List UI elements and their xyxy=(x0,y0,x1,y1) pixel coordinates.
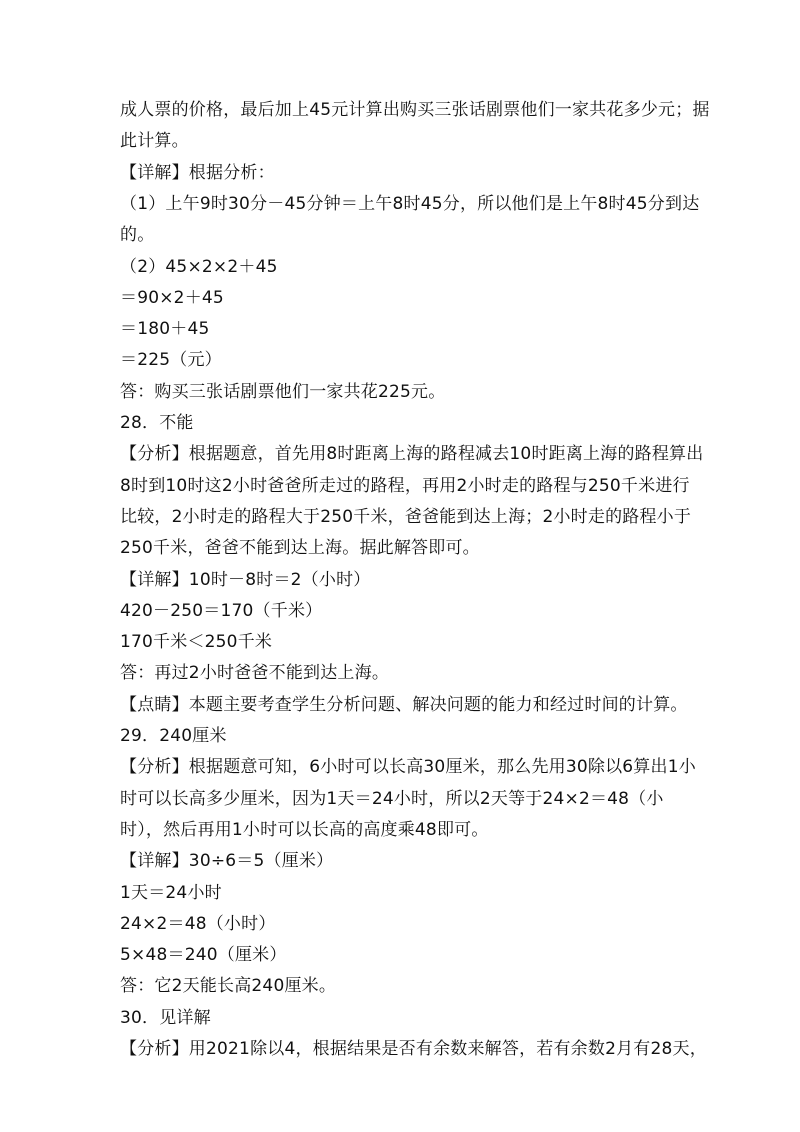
text-line: 【分析】用2021除以4，根据结果是否有余数来解答，若有余数2月有28天， xyxy=(120,1039,707,1059)
text-line: 此计算。 xyxy=(120,131,189,152)
text-line: 成人票的价格，最后加上45元计算出购买三张话剧票他们一家共花多少元；据 xyxy=(120,100,710,120)
text-line: 28．不能 xyxy=(120,413,194,433)
text-line: 24×2＝48（小时） xyxy=(120,913,276,934)
text-line: ＝90×2＋45 xyxy=(120,287,224,308)
text-line: 170千米＜250千米 xyxy=(120,632,273,653)
text-line: ＝180＋45 xyxy=(120,319,210,340)
text-line: 29．240厘米 xyxy=(120,726,227,746)
text-line: 8时到10时这2小时爸爸所走过的路程，再用2小时走的路程与250千米进行 xyxy=(120,475,690,496)
text-line: 的。 xyxy=(120,225,155,246)
text-line: 420－250＝170（千米） xyxy=(120,600,323,621)
text-line: 30．见详解 xyxy=(120,1007,211,1028)
text-line: 答：它2天能长高240厘米。 xyxy=(120,976,337,997)
text-line: （2）45×2×2＋45 xyxy=(120,256,278,277)
text-line: 【详解】根据分析： xyxy=(120,162,275,183)
text-line: 时），然后再用1小时可以长高的高度乘48即可。 xyxy=(120,819,489,840)
text-line: 答：再过2小时爸爸不能到达上海。 xyxy=(120,663,390,684)
text-line: 1天＝24小时 xyxy=(120,882,222,903)
text-line: 【分析】根据题意可知，6小时可以长高30厘米，那么先用30除以6算出1小 xyxy=(120,757,696,778)
text-line: 时可以长高多少厘米，因为1天＝24小时，所以2天等于24×2＝48（小 xyxy=(120,788,664,809)
text-line: 答：购买三张话剧票他们一家共花225元。 xyxy=(120,381,446,402)
text-line: 【详解】10时－8时＝2（小时） xyxy=(120,569,371,590)
text-line: 【分析】根据题意，首先用8时距离上海的路程减去10时距离上海的路程算出 xyxy=(120,444,704,465)
text-line: 【详解】30÷6＝5（厘米） xyxy=(120,851,334,872)
text-line: 比较，2小时走的路程大于250千米，爸爸能到达上海；2小时走的路程小于 xyxy=(120,506,692,527)
text-line: ＝225（元） xyxy=(120,350,222,371)
text-line: 5×48＝240（厘米） xyxy=(120,945,287,966)
text-line: 【点睛】本题主要考查学生分析问题、解决问题的能力和经过时间的计算。 xyxy=(120,694,688,715)
text-line: （1）上午9时30分－45分钟＝上午8时45分，所以他们是上午8时45分到达 xyxy=(120,193,700,214)
text-line: 250千米，爸爸不能到达上海。据此解答即可。 xyxy=(120,538,480,559)
